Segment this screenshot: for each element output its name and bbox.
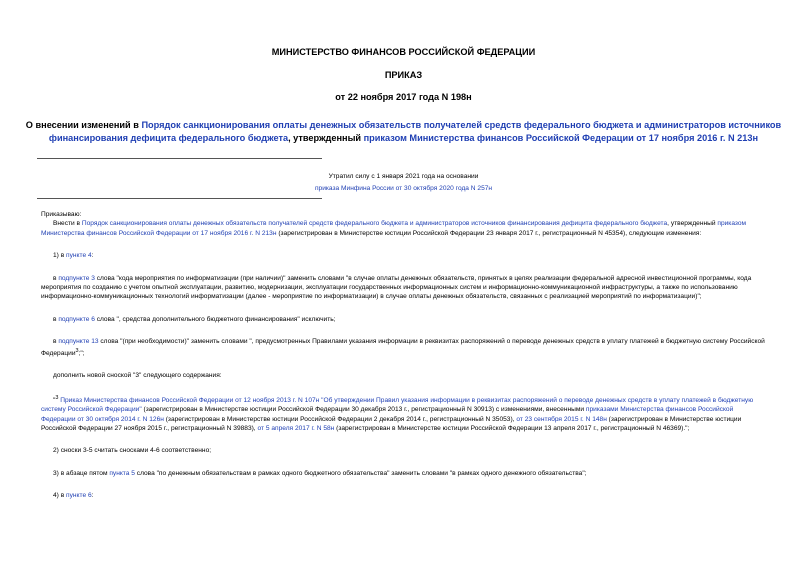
text-span: 3) в абзаце пятом [53,469,110,477]
link-subpoint-13[interactable]: подпункте 13 [58,338,99,346]
text-span: (зарегистрирован в Министерстве юстиции Российской Федерации 30 декабря 2013 г., регистрационный N 30913) с изменениями, внесенными [141,406,586,414]
item-1 [41,251,766,260]
link-order-58n[interactable]: от 5 апреля 2017 г. N 58н [257,425,335,433]
document-title [24,119,783,144]
title-text-1: О внесении изменений в [25,120,142,130]
intro-paragraph: Приказываю: [41,211,82,218]
link-point-5[interactable]: пункта 5 [109,469,135,477]
text-span: " [53,396,56,404]
item-footnote-add: дополнить новой сноской "3" следующего содержания: [53,372,222,380]
document-body [41,210,766,501]
status-line: Утратил силу с 1 января 2021 года на основании [328,173,479,180]
text-span: (зарегистрирован в Министерстве юстиции Российской Федерации 2 декабря 2014 г., регистрационный N 35053), [163,415,517,423]
text-span: слова ", средства дополнительного бюджетного финансирования" исключить; [94,315,336,323]
title-text-2: , утвержденный [288,132,364,143]
text-span: слова "по денежным обязательствам в рамках одного бюджетного обязательства" заменить словами "в рамках одного денежного обязательства"; [134,469,587,477]
footnote-mark: 3 [55,394,59,401]
divider-top [37,158,322,159]
text-span: , утвержденный [667,220,718,228]
link-procedure[interactable]: Порядок санкционирования оплаты денежных обязательств получателей средств федерального бюджета и администраторов источников финансирования дефицита федерального бюджета [81,220,668,228]
link-subpoint-6[interactable]: подпункте 6 [58,315,95,323]
link-subpoint-3[interactable]: подпункте 3 [58,274,95,282]
link-order-107n[interactable]: Приказ Министерства финансов Российской Федерации от 12 ноября 2013 г. N 107н "Об утверждении Правил указания информации в реквизитах распоряжений о переводе денежных средств в уплату платежей в бюджетную систему Российской Федерации" [41,396,754,414]
text-span: (зарегистрирован в Министерстве юстиции Российской Федерации 13 апреля 2017 г., регистрационный N 46369)."; [334,425,690,433]
item-3 [41,469,766,478]
text-span: (зарегистрирован в Министерстве юстиции Российской Федерации 27 ноября 2015 г., регистрационный N 39883), [41,415,742,433]
paragraph-main [41,219,766,238]
link-point-6[interactable]: пункте 6 [66,492,92,500]
link-point-4[interactable]: пункте 4 [66,252,92,260]
document-date: от 22 ноября 2017 года N 198н [335,92,472,102]
link-order-213n[interactable]: приказом Министерства финансов Российской Федерации от 17 ноября 2016 г. N 213н [41,220,747,237]
text-span: : [91,252,94,260]
item-subpoint-3 [41,274,766,302]
ministry-name: МИНИСТЕРСТВО ФИНАНСОВ РОССИЙСКОЙ ФЕДЕРАЦИИ [271,47,536,57]
item-4 [41,491,766,500]
document-type: ПРИКАЗ [384,70,423,80]
text-span: в [53,338,59,346]
divider-bottom [37,198,322,199]
text-span: слова "кода мероприятия по информатизации (при наличии)" заменить словами "в случае оплаты денежных обязательств, принятых в целях реализации федеральной адресной инвестиционной программы, кода мероприятия по созданию с учетом опытной эксплуатации, развитию, модернизации, эксплуатации государственных информационных систем и информационно-коммуникационной инфраструктуры, а также по использованию информационно-коммуникационных технологий информатизации (далее - мероприятие по информатизации) в случае оплаты денежных обязательств, связанных с реализацией мероприятий по информатизации)"; [41,274,752,301]
text-span: 4) в [53,492,67,500]
link-order-148n[interactable]: от 23 сентября 2015 г. N 148н [516,415,607,423]
text-span: : [91,492,94,500]
text-span: 1) в [53,252,67,260]
text-span: Внести в [53,220,82,228]
item-subpoint-13 [41,337,766,358]
text-span: в [53,274,59,282]
status-link[interactable]: приказа Минфина России от 30 октября 2020 года N 257н [314,185,493,192]
text-span: слова "(при необходимости)" заменить словами ", предусмотренных Правилами указания информации в реквизитах распоряжений о переводе денежных средств в уплату платежей в бюджетную систему Российской Федерации [41,338,765,357]
footnote-mark: 3 [75,347,79,354]
text-span: (зарегистрирован в Министерстве юстиции Российской Федерации 23 января 2017 г., регистрационный N 45354), следующие изменения: [276,229,702,237]
item-subpoint-6 [41,315,766,324]
title-link-procedure[interactable]: Порядок санкционирования оплаты денежных обязательств получателей средств федерального бюджета и администраторов источников финансирования дефицита федерального бюджета [48,120,782,143]
item-2: 2) сноски 3-5 считать сносками 4-6 соответственно; [53,447,212,455]
link-order-126n[interactable]: приказами Министерства финансов Российской Федерации от 30 октября 2014 г. N 126н [41,406,734,423]
text-span: в [53,315,59,323]
item-footnote-text [41,394,766,434]
title-link-order[interactable]: приказом Министерства финансов Российской Федерации от 17 ноября 2016 г. N 213н [363,132,759,143]
text-span: ;"; [78,349,85,357]
status-note [0,171,807,195]
